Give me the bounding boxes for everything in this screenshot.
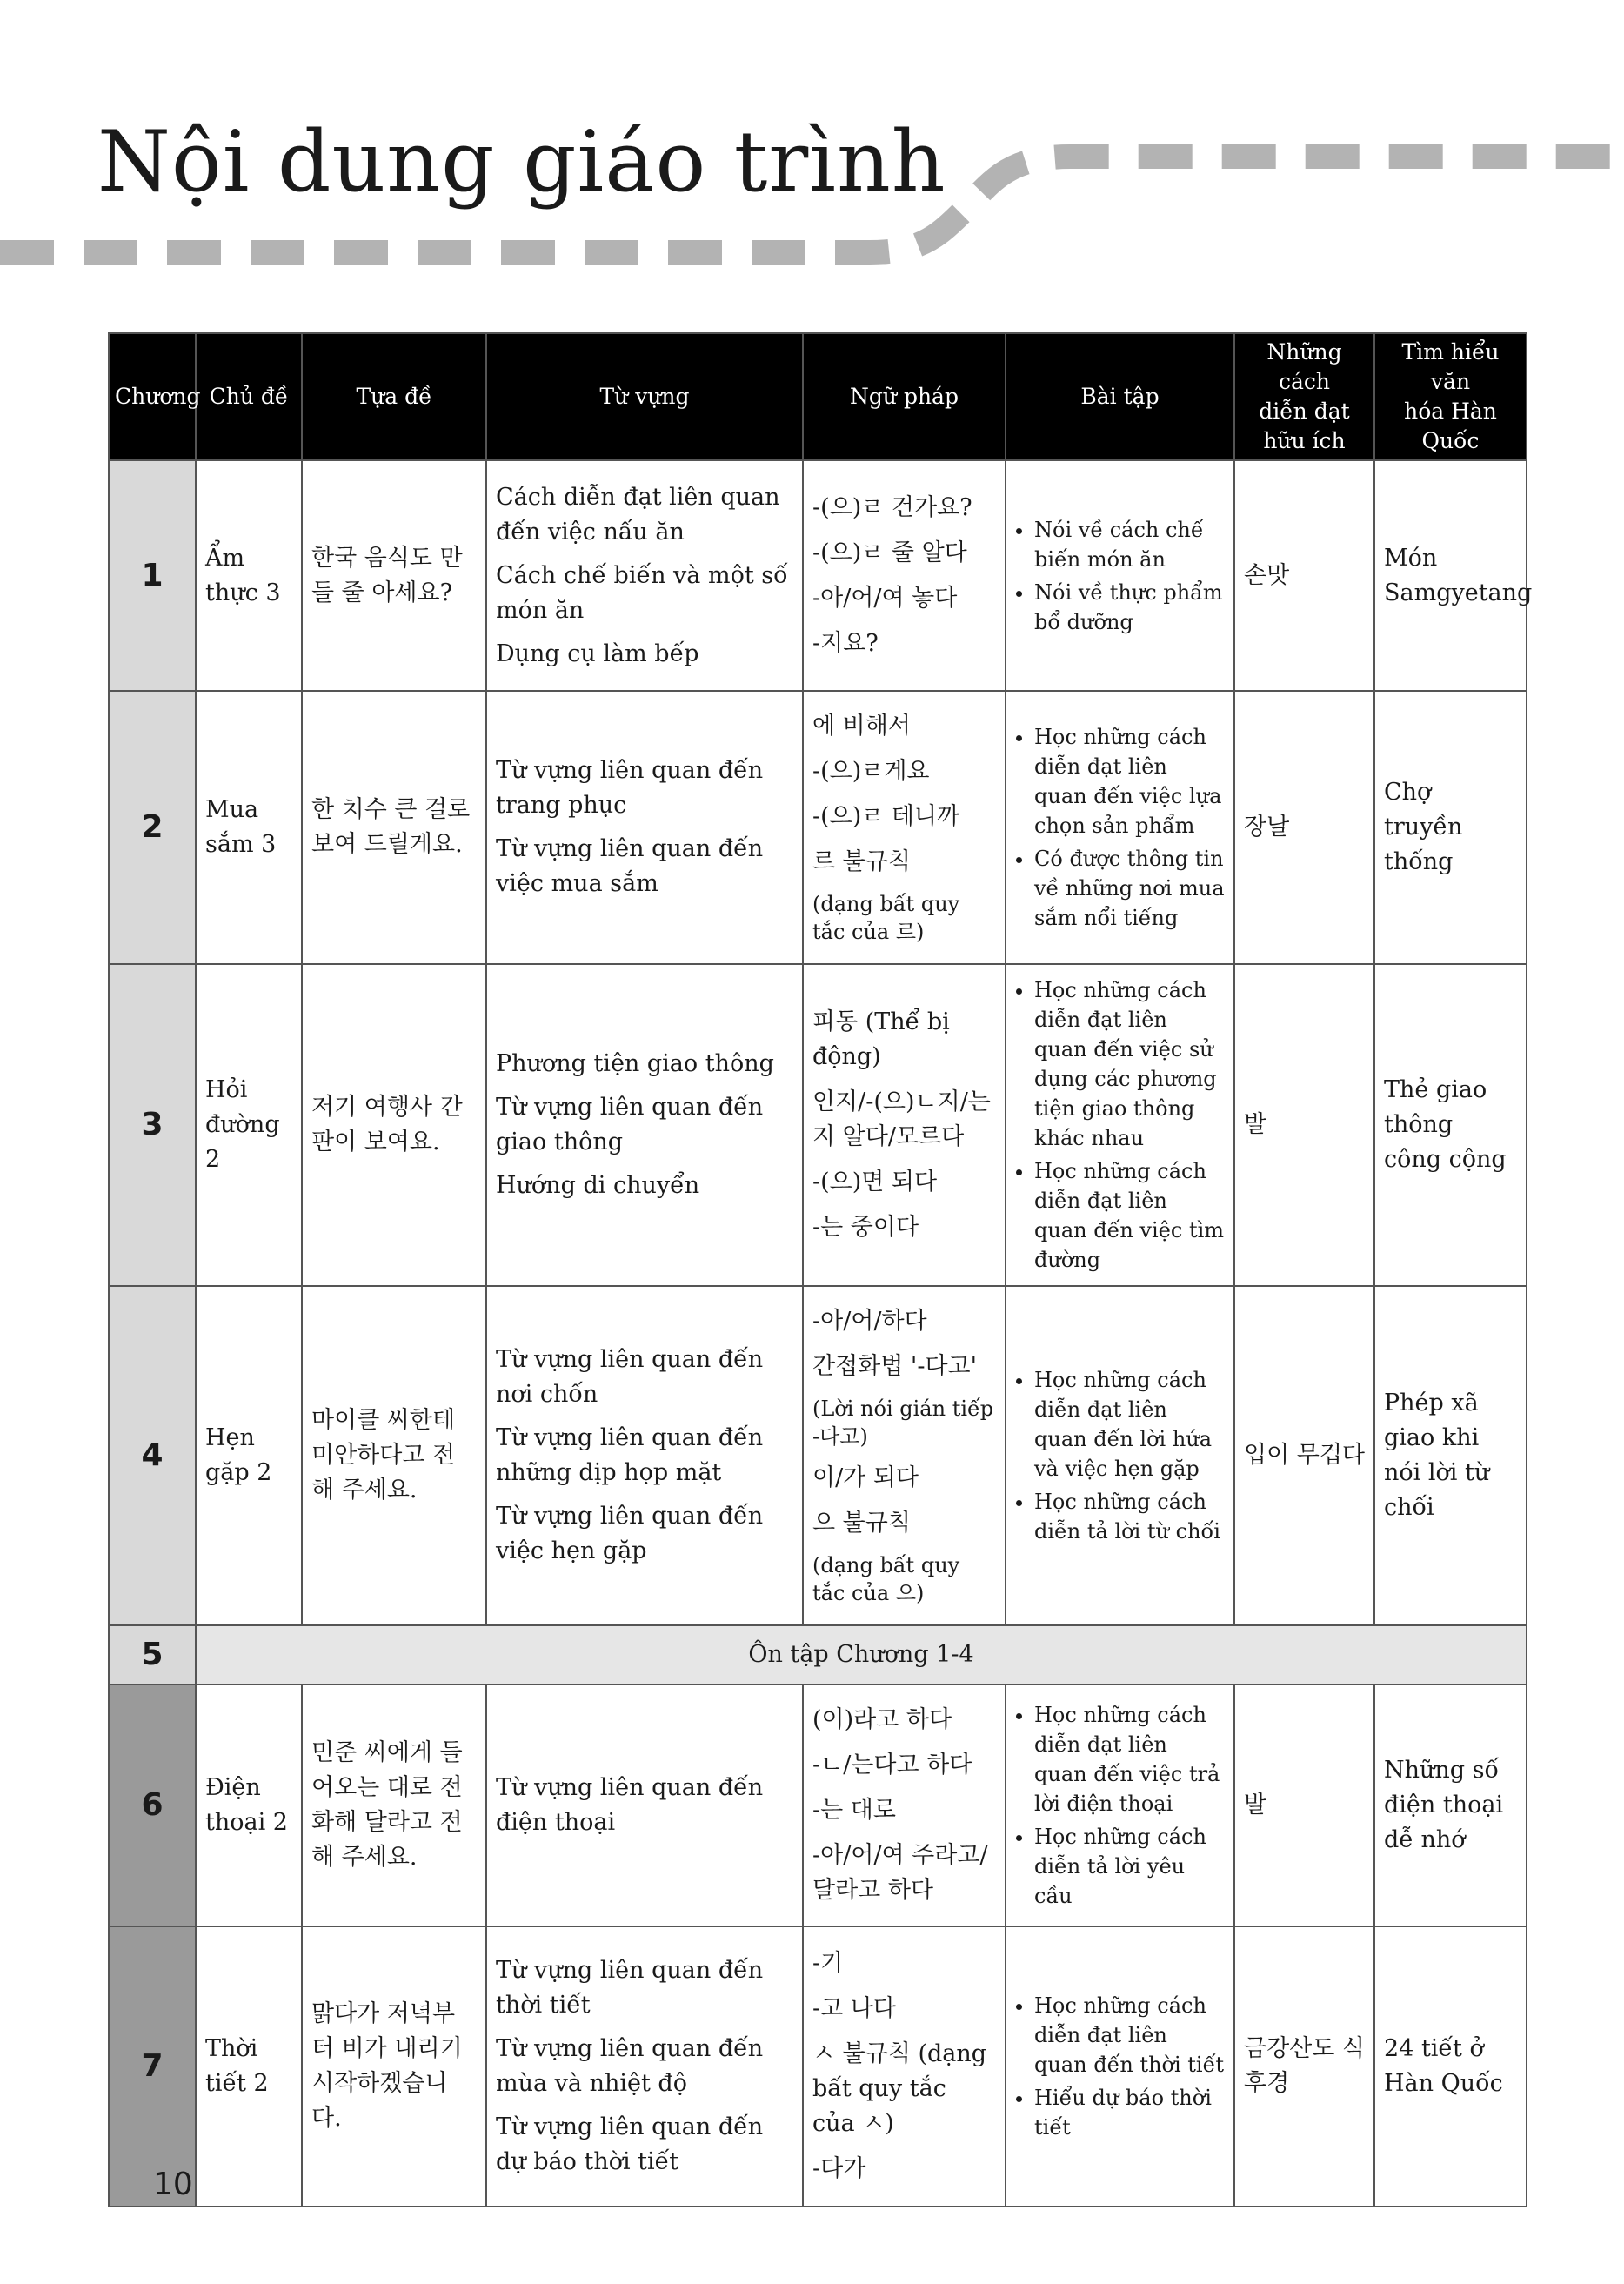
- heading-cell: 저기 여행사 간판이 보여요.: [302, 964, 486, 1286]
- grammar-item: -아/어/여 놓다: [812, 584, 958, 612]
- grammar-item: -ㄴ/는다고 하다: [812, 1752, 972, 1778]
- useful-expression-cell: 장날: [1234, 691, 1374, 964]
- chapter-number: 6: [109, 1685, 196, 1926]
- culture-cell: Món Samgyetang: [1374, 460, 1527, 691]
- vocab-cell: [486, 1286, 803, 1625]
- exercises-cell: [1006, 691, 1234, 964]
- header-useful-line: diễn đạt: [1259, 399, 1350, 424]
- grammar-item: -아/어/하다: [812, 1308, 927, 1335]
- exercise-item: • Học những cách diễn tả lời từ chối: [1034, 1487, 1225, 1546]
- grammar-item: ㅅ 불규칙 (dạng bất quy tắc của ㅅ): [812, 2040, 987, 2137]
- grammar-item: -(으)ㄹ게요: [812, 758, 930, 785]
- topic-cell: Ẩm thực 3: [196, 460, 302, 691]
- topic-cell: Điện thoại 2: [196, 1685, 302, 1926]
- page-title: Nội dung giáo trình: [97, 113, 946, 211]
- header-chapter: Chương: [109, 333, 196, 460]
- header-useful-expressions: [1234, 333, 1374, 460]
- grammar-item: -(으)면 되다: [812, 1169, 938, 1196]
- heading-cell: 마이클 씨한테 미안하다고 전해 주세요.: [302, 1286, 486, 1625]
- header-topic: Chủ đề: [196, 333, 302, 460]
- grammar-item: -아/어/여 주라고/달라고 하다: [812, 1842, 988, 1904]
- useful-expression-cell: 발: [1234, 964, 1374, 1286]
- useful-expression-cell: 손맛: [1234, 460, 1374, 691]
- exercise-item: • Học những cách diễn đạt liên quan đến việc trả lời điện thoại: [1034, 1700, 1225, 1818]
- vocab-item: Từ vựng liên quan đến những dịp họp mặt: [496, 1424, 764, 1486]
- vocab-item: Phương tiện giao thông: [496, 1050, 774, 1077]
- grammar-item: 피동 (Thể bị động): [812, 1008, 950, 1070]
- header-vocab: Từ vựng: [486, 333, 803, 460]
- grammar-note: (dạng bất quy tắc của 르): [812, 892, 960, 944]
- table-row: [109, 964, 1527, 1286]
- grammar-item: -기: [812, 1950, 844, 1977]
- vocab-item: Từ vựng liên quan đến thời tiết: [496, 1957, 764, 2019]
- vocab-item: Từ vựng liên quan đến điện thoại: [496, 1774, 764, 1836]
- useful-expression-cell: 발: [1234, 1685, 1374, 1926]
- vocab-item: Từ vựng liên quan đến giao thông: [496, 1094, 764, 1155]
- heading-cell: 한 치수 큰 걸로 보여 드릴게요.: [302, 691, 486, 964]
- grammar-cell: [803, 964, 1006, 1286]
- heading-cell: 민준 씨에게 들어오는 대로 전화해 달라고 전해 주세요.: [302, 1685, 486, 1926]
- decorative-dashed-path: [0, 122, 1624, 296]
- culture-cell: Thẻ giao thông công cộng: [1374, 964, 1527, 1286]
- exercise-item: • Học những cách diễn đạt liên quan đến việc lựa chọn sản phẩm: [1034, 722, 1225, 841]
- exercises-cell: [1006, 964, 1234, 1286]
- table-row: [109, 1286, 1527, 1625]
- grammar-item: -(으)ㄹ 건가요?: [812, 493, 972, 521]
- exercises-cell: [1006, 1685, 1234, 1926]
- exercise-item: • Học những cách diễn đạt liên quan đến việc tìm đường: [1034, 1156, 1225, 1275]
- grammar-note: (Lời nói gián tiếp -다고): [812, 1397, 994, 1449]
- exercise-item: • Học những cách diễn đạt liên quan đến việc sử dụng các phương tiện giao thông khác nhau: [1034, 975, 1225, 1153]
- header-culture-line: hóa Hàn Quốc: [1404, 399, 1497, 453]
- vocab-cell: [486, 1685, 803, 1926]
- vocab-item: Cách diễn đạt liên quan đến việc nấu ăn: [496, 483, 780, 546]
- vocab-cell: [486, 460, 803, 691]
- header-heading: Tựa đề: [302, 333, 486, 460]
- topic-cell: Thời tiết 2: [196, 1926, 302, 2207]
- culture-cell: Những số điện thoại dễ nhớ: [1374, 1685, 1527, 1926]
- header-useful-line: hữu ích: [1263, 428, 1346, 453]
- useful-expression-cell: 입이 무겁다: [1234, 1286, 1374, 1625]
- vocab-item: Từ vựng liên quan đến việc hẹn gặp: [496, 1503, 764, 1564]
- exercises-cell: [1006, 460, 1234, 691]
- vocab-item: Từ vựng liên quan đến nơi chốn: [496, 1346, 764, 1408]
- table-row: [109, 1685, 1527, 1926]
- header-useful-line: Những cách: [1266, 339, 1342, 394]
- topic-cell: Hỏi đường 2: [196, 964, 302, 1286]
- vocab-item: Dụng cụ làm bếp: [496, 640, 699, 667]
- header-exercises: Bài tập: [1006, 333, 1234, 460]
- exercise-item: • Học những cách diễn đạt liên quan đến thời tiết: [1034, 1991, 1225, 2080]
- grammar-item: -(으)ㄹ 테니까: [812, 803, 960, 830]
- useful-expression-cell: 금강산도 식후경: [1234, 1926, 1374, 2207]
- exercise-item: • Học những cách diễn tả lời yêu cầu: [1034, 1822, 1225, 1911]
- culture-cell: 24 tiết ở Hàn Quốc: [1374, 1926, 1527, 2207]
- chapter-number: 3: [109, 964, 196, 1286]
- header-korean-culture: [1374, 333, 1527, 460]
- vocab-item: Hướng di chuyển: [496, 1172, 700, 1199]
- chapter-number: 1: [109, 460, 196, 691]
- grammar-cell: [803, 691, 1006, 964]
- topic-cell: Hẹn gặp 2: [196, 1286, 302, 1625]
- vocab-item: Cách chế biến và một số món ăn: [496, 561, 788, 624]
- heading-cell: 한국 음식도 만들 줄 아세요?: [302, 460, 486, 691]
- exercise-item: • Học những cách diễn đạt liên quan đến lời hứa và việc hẹn gặp: [1034, 1365, 1225, 1484]
- vocab-cell: [486, 691, 803, 964]
- review-row: [109, 1625, 1527, 1685]
- exercise-item: • Hiểu dự báo thời tiết: [1034, 2083, 1225, 2142]
- heading-cell: 맑다가 저녁부터 비가 내리기 시작하겠습니다.: [302, 1926, 486, 2207]
- vocab-cell: [486, 1926, 803, 2207]
- vocab-cell: [486, 964, 803, 1286]
- topic-cell: Mua sắm 3: [196, 691, 302, 964]
- culture-cell: Phép xã giao khi nói lời từ chối: [1374, 1286, 1527, 1625]
- header-grammar: Ngữ pháp: [803, 333, 1006, 460]
- chapter-number: 2: [109, 691, 196, 964]
- grammar-item: -(으)ㄹ 줄 알다: [812, 539, 967, 566]
- chapter-number: 4: [109, 1286, 196, 1625]
- grammar-note: (dạng bất quy tắc của 으): [812, 1553, 960, 1605]
- header-culture-line: Tìm hiểu văn: [1401, 339, 1500, 394]
- grammar-cell: [803, 460, 1006, 691]
- vocab-item: Từ vựng liên quan đến mùa và nhiệt độ: [496, 2035, 764, 2097]
- grammar-item: 간접화법 '-다고': [812, 1353, 978, 1380]
- vocab-item: Từ vựng liên quan đến việc mua sắm: [496, 835, 764, 897]
- exercise-item: • Nói về thực phẩm bổ dưỡng: [1034, 578, 1225, 637]
- exercises-cell: [1006, 1286, 1234, 1625]
- grammar-item: -지요?: [812, 629, 879, 657]
- table-row: [109, 691, 1527, 964]
- grammar-cell: [803, 1926, 1006, 2207]
- grammar-item: 르 불규칙: [812, 848, 911, 875]
- grammar-item: -다가: [812, 2155, 866, 2182]
- grammar-cell: [803, 1286, 1006, 1625]
- culture-cell: Chợ truyền thống: [1374, 691, 1527, 964]
- vocab-item: Từ vựng liên quan đến trang phục: [496, 757, 764, 819]
- review-label: Ôn tập Chương 1-4: [196, 1625, 1527, 1685]
- grammar-item: 이/가 되다: [812, 1464, 919, 1491]
- page-number: 10: [153, 2167, 193, 2202]
- exercise-item: • Nói về cách chế biến món ăn: [1034, 515, 1225, 574]
- table-row: [109, 460, 1527, 691]
- chapter-number: 5: [109, 1625, 196, 1685]
- grammar-item: -는 대로: [812, 1797, 896, 1824]
- grammar-item: 에 비해서: [812, 713, 911, 740]
- grammar-item: 인지/-(으)ㄴ지/는지 알다/모르다: [812, 1088, 991, 1150]
- curriculum-table: [108, 332, 1533, 2207]
- grammar-item: (이)라고 하다: [812, 1706, 952, 1733]
- table-row: [109, 1926, 1527, 2207]
- grammar-cell: [803, 1685, 1006, 1926]
- grammar-item: 으 불규칙: [812, 1510, 911, 1537]
- exercises-cell: [1006, 1926, 1234, 2207]
- grammar-item: -고 나다: [812, 1995, 896, 2022]
- table-header-row: [109, 333, 1527, 460]
- vocab-item: Từ vựng liên quan đến dự báo thời tiết: [496, 2113, 764, 2175]
- chapter-number: 7: [109, 1926, 196, 2207]
- exercise-item: • Có được thông tin về những nơi mua sắm nổi tiếng: [1034, 844, 1225, 933]
- grammar-item: -는 중이다: [812, 1214, 919, 1241]
